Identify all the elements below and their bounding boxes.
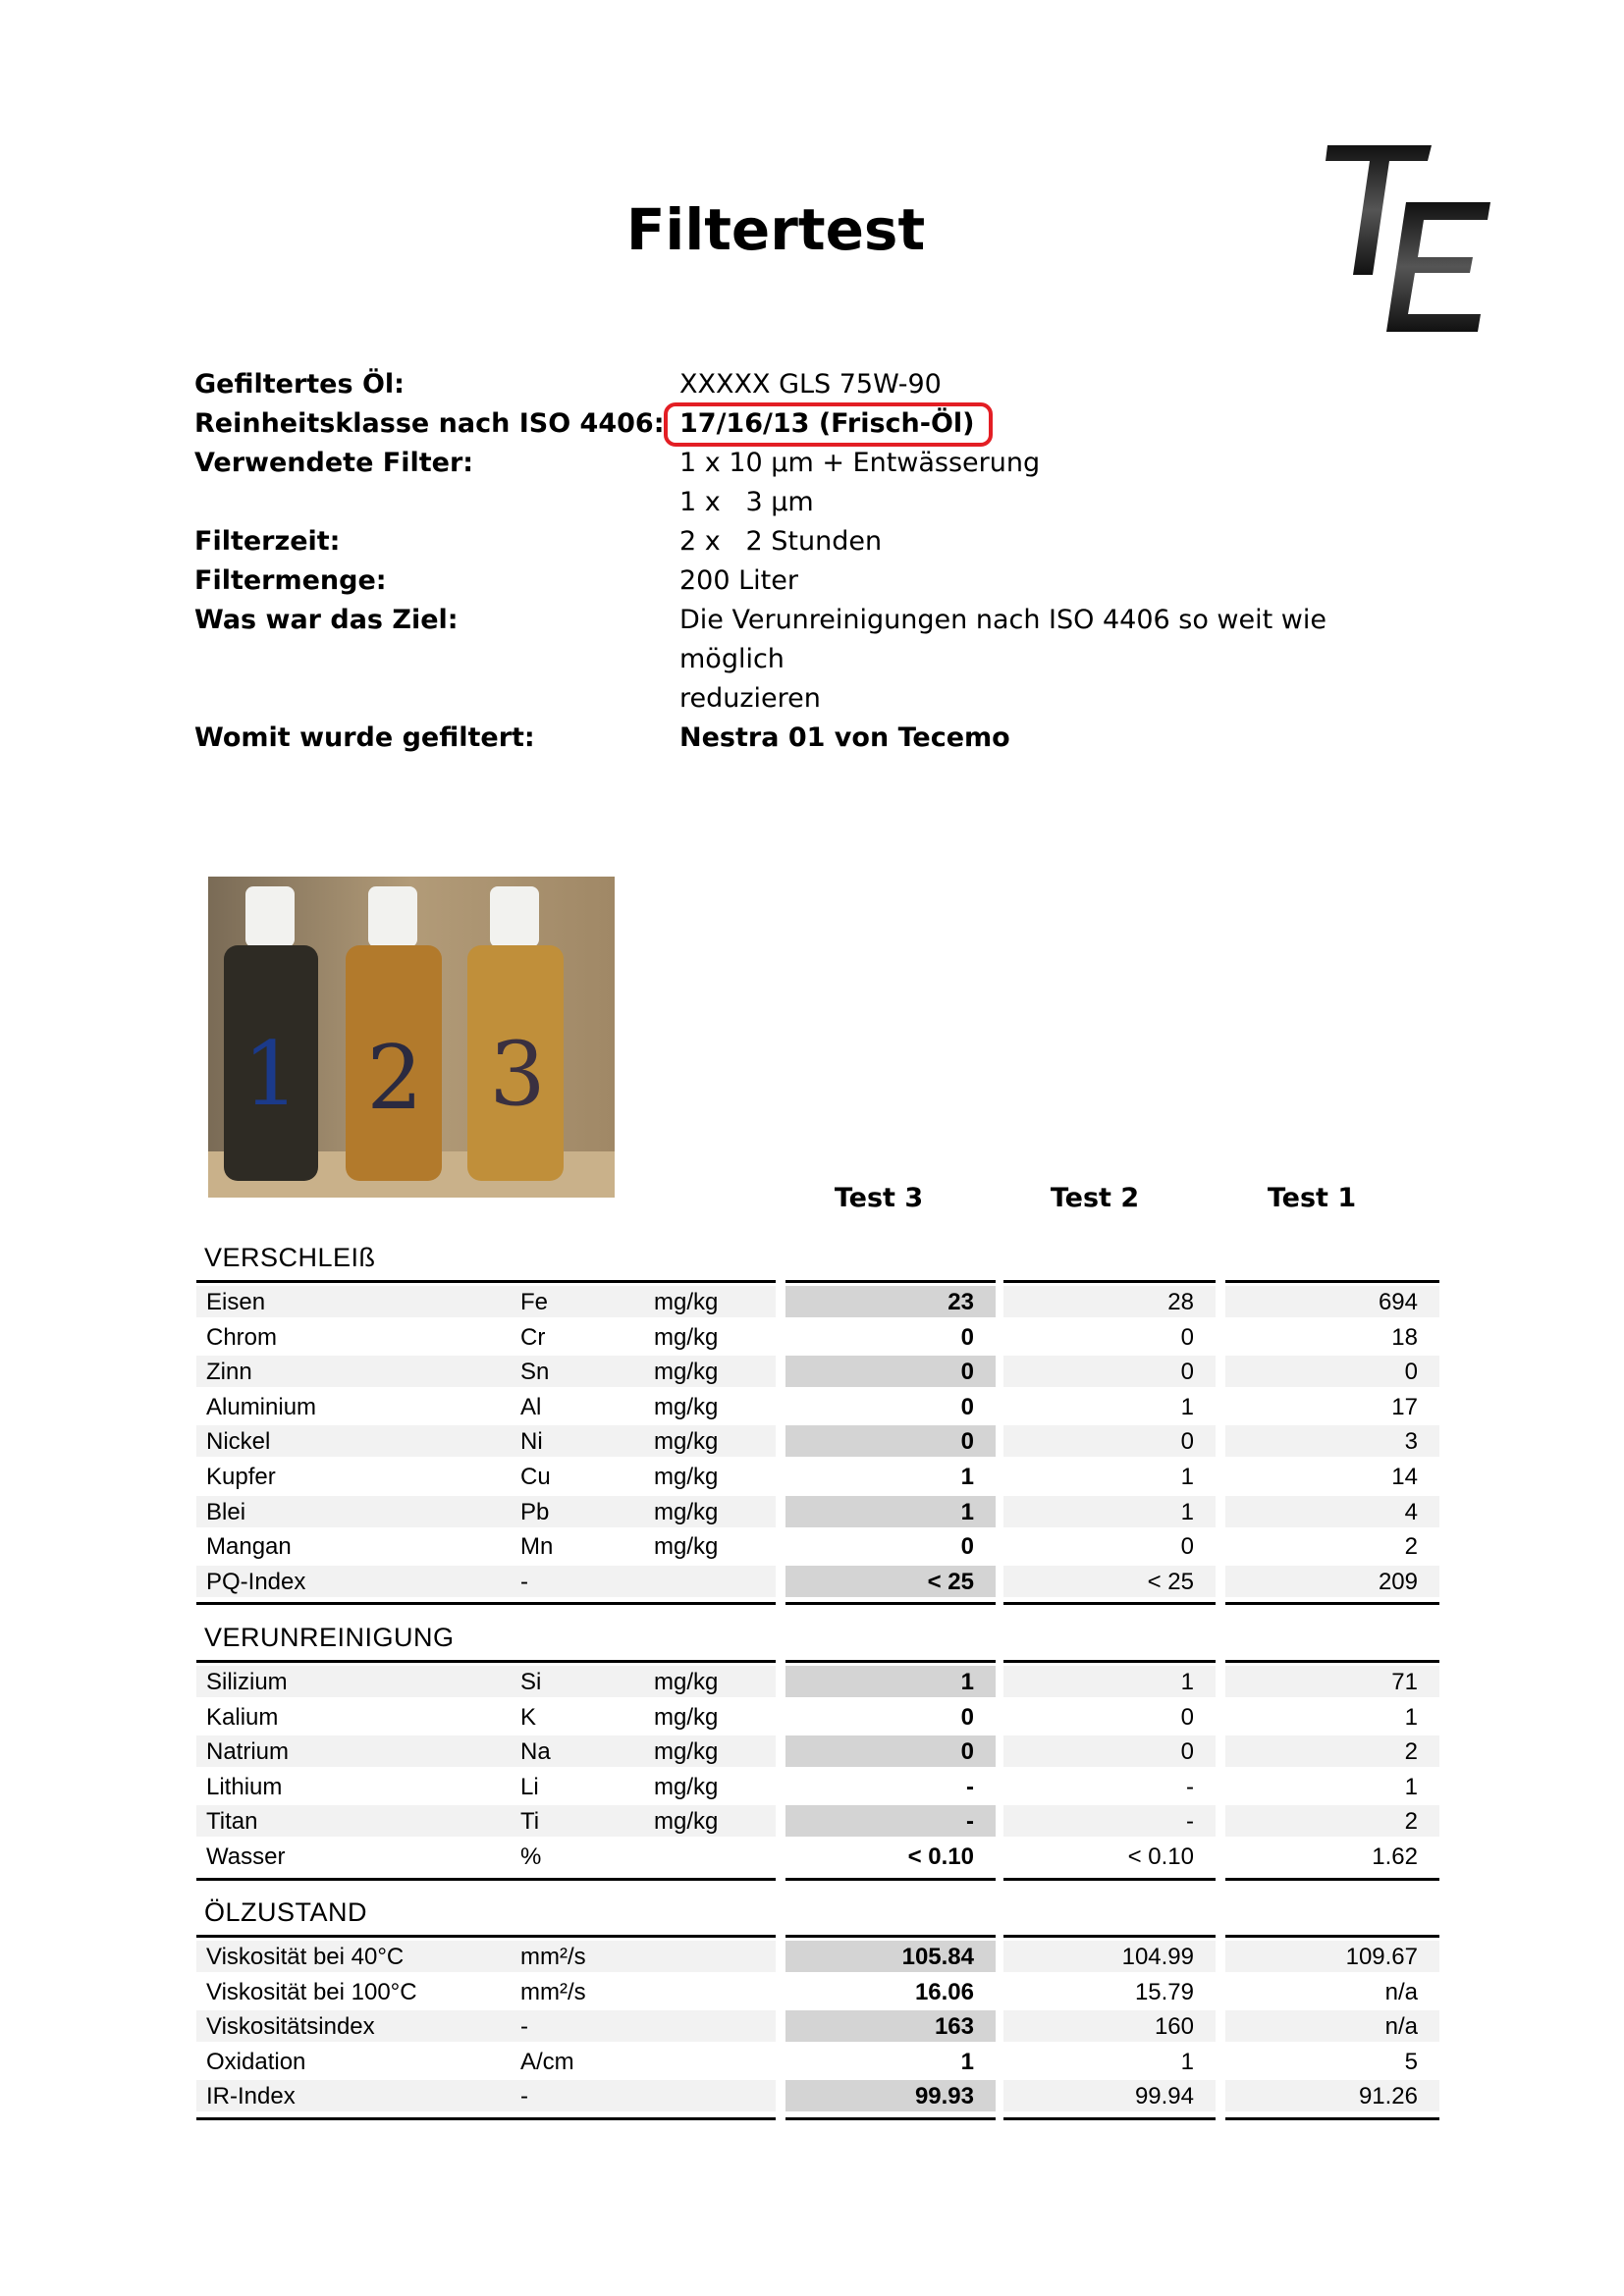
section-rule [1225, 1935, 1439, 1938]
info-label: Womit wurde gefiltert: [194, 722, 535, 753]
cell-sym: - [520, 2083, 528, 2110]
info-label: Gefiltertes Öl: [194, 369, 405, 400]
cell-sym: - [520, 2013, 528, 2041]
section-bottom-rule [1225, 1878, 1439, 1881]
cell-t3: 1 [960, 1498, 974, 1525]
cell-name: Titan [206, 1808, 258, 1836]
cell-t1: 71 [1391, 1669, 1418, 1695]
info-value: Die Verunreinigungen nach ISO 4406 so weit wie möglich [679, 605, 1326, 674]
table-row [196, 1771, 1439, 1806]
section-rule [196, 1280, 776, 1283]
table-row [196, 1566, 1439, 1601]
cell-name: Viskositätsindex [206, 2013, 375, 2041]
section-bottom-rule [1225, 1602, 1439, 1605]
cell-t3: < 25 [927, 1568, 974, 1595]
section-rule [785, 1280, 996, 1283]
cell-t2: 0 [1180, 1738, 1194, 1766]
info-label [194, 679, 679, 719]
cell-unit: mg/kg [654, 1533, 719, 1561]
cell-t3: - [966, 1808, 974, 1836]
cell-t3: 23 [947, 1289, 974, 1315]
cell-t2: 104.99 [1121, 1944, 1194, 1970]
section-rule [1003, 1935, 1216, 1938]
section-title: VERUNREINIGUNG [204, 1623, 455, 1652]
cell-unit: mg/kg [654, 1669, 719, 1695]
cell-t1: 2 [1404, 1808, 1418, 1836]
cell-t2: < 25 [1147, 1568, 1194, 1595]
oil-samples-photo [208, 877, 615, 1198]
section-rule [1003, 1660, 1216, 1663]
info-row [194, 522, 1471, 561]
table-row [196, 2080, 1439, 2115]
section-bottom-rule [1225, 2117, 1439, 2120]
cell-name: Nickel [206, 1428, 271, 1456]
cell-sym: Fe [520, 1289, 549, 1315]
table-row [196, 1321, 1439, 1357]
cell-t3: 0 [960, 1359, 974, 1386]
cell-t1: 109.67 [1345, 1944, 1418, 1970]
cell-t1: 5 [1404, 2048, 1418, 2075]
info-value: XXXXX GLS 75W-90 [679, 369, 942, 400]
cell-t2: < 0.10 [1127, 1843, 1194, 1870]
info-label: Filtermenge: [194, 565, 387, 596]
cell-unit [654, 1566, 772, 1597]
cell-t2: 1 [1180, 1669, 1194, 1695]
cell-t3: 0 [960, 1323, 974, 1351]
info-row [194, 679, 1471, 719]
cell-t1: 1.62 [1372, 1843, 1418, 1870]
info-value: Nestra 01 von Tecemo [679, 722, 1010, 753]
cell-sym: Cr [520, 1323, 546, 1351]
info-row [194, 404, 1471, 444]
cell-sym: Li [520, 1773, 539, 1800]
cell-unit: mg/kg [654, 1703, 719, 1731]
cell-t3: 99.93 [914, 2083, 974, 2110]
cell-t1: 14 [1391, 1464, 1418, 1490]
cell-sym: mm²/s [520, 1978, 586, 2005]
cell-t2: 28 [1167, 1289, 1194, 1315]
cell-sym: - [520, 1568, 528, 1595]
cell-t1: 1 [1404, 1703, 1418, 1731]
info-value: 1 x 3 µm [679, 487, 814, 517]
bottle-label: 3 [489, 1023, 546, 1126]
info-value: 1 x 10 µm + Entwässerung [679, 448, 1041, 478]
cell-t1: n/a [1384, 2013, 1418, 2041]
cell-sym: Al [520, 1393, 542, 1420]
cell-unit [654, 1941, 772, 1972]
bottle-label: 1 [243, 1023, 299, 1126]
cell-sym: Pb [520, 1498, 550, 1525]
cell-sym: Ni [520, 1428, 543, 1456]
cell-t3: 0 [960, 1428, 974, 1456]
cell-unit [654, 2046, 772, 2077]
cell-t2: 1 [1180, 1464, 1194, 1490]
table-row [196, 1461, 1439, 1496]
cell-t1: 91.26 [1358, 2083, 1418, 2110]
cell-t1: 18 [1391, 1323, 1418, 1351]
section-title: VERSCHLEIß [204, 1243, 376, 1272]
info-label: Verwendete Filter: [194, 448, 474, 478]
cell-t3: 105.84 [901, 1944, 974, 1970]
cell-t3: 0 [960, 1738, 974, 1766]
cell-t2: 99.94 [1134, 2083, 1194, 2110]
cell-sym: Na [520, 1738, 551, 1766]
cell-unit: mg/kg [654, 1323, 719, 1351]
cell-sym: K [520, 1703, 537, 1731]
table-row [196, 1286, 1439, 1321]
cell-t2: 0 [1180, 1428, 1194, 1456]
cell-t2: 1 [1180, 1393, 1194, 1420]
section-rule [1225, 1280, 1439, 1283]
section-bottom-rule [196, 2117, 776, 2120]
section-rule [785, 1660, 996, 1663]
table-row [196, 1666, 1439, 1701]
cell-unit [654, 2010, 772, 2042]
table-row [196, 1356, 1439, 1391]
section-rule [1225, 1660, 1439, 1663]
cell-name: Kalium [206, 1703, 279, 1731]
te-logo [1316, 137, 1512, 344]
cell-name: Blei [206, 1498, 246, 1525]
cell-t2: 1 [1180, 1498, 1194, 1525]
info-row [194, 444, 1471, 483]
cell-name: Aluminium [206, 1393, 317, 1420]
cell-unit [654, 2080, 772, 2111]
info-value: 2 x 2 Stunden [679, 526, 883, 557]
cell-t3: 1 [960, 1669, 974, 1695]
table-row [196, 2010, 1439, 2046]
cell-unit: mg/kg [654, 1428, 719, 1456]
cell-name: Kupfer [206, 1464, 276, 1490]
section-rule [1003, 1280, 1216, 1283]
cell-t2: - [1186, 1773, 1194, 1800]
cell-t3: 1 [960, 2048, 974, 2075]
column-header-test3: Test 3 [834, 1183, 924, 1213]
table-row [196, 1425, 1439, 1461]
table-row [196, 1805, 1439, 1841]
info-row [194, 365, 1471, 404]
column-header-test1: Test 1 [1267, 1183, 1357, 1213]
table-row [196, 1941, 1439, 1976]
cell-t2: 160 [1154, 2013, 1194, 2041]
section-rule [196, 1935, 776, 1938]
cell-name: Viskosität bei 100°C [206, 1978, 417, 2005]
table-row [196, 1841, 1439, 1876]
cell-t1: 694 [1378, 1289, 1418, 1315]
cell-sym: Si [520, 1669, 542, 1695]
table-row [196, 1976, 1439, 2011]
info-block [194, 365, 1471, 758]
cell-unit: mg/kg [654, 1498, 719, 1525]
cell-t3: < 0.10 [907, 1843, 974, 1870]
table-row [196, 1496, 1439, 1531]
cell-unit: mg/kg [654, 1773, 719, 1800]
cell-unit: mg/kg [654, 1464, 719, 1490]
info-row [194, 719, 1471, 758]
section-bottom-rule [1003, 1602, 1216, 1605]
table-row [196, 1701, 1439, 1736]
cell-t1: 209 [1378, 1568, 1418, 1595]
cell-t1: 2 [1404, 1738, 1418, 1766]
cell-unit: mg/kg [654, 1393, 719, 1420]
table-row [196, 1530, 1439, 1566]
cell-t1: n/a [1384, 1978, 1418, 2005]
cell-unit [654, 1841, 772, 1872]
cell-t1: 4 [1404, 1498, 1418, 1525]
info-value: reduzieren [679, 683, 821, 714]
cell-t1: 2 [1404, 1533, 1418, 1561]
cell-name: Silizium [206, 1669, 288, 1695]
table-row [196, 1735, 1439, 1771]
cell-sym: Cu [520, 1464, 551, 1490]
cell-name: Chrom [206, 1323, 278, 1351]
cell-t1: 0 [1404, 1359, 1418, 1386]
cell-t3: 0 [960, 1393, 974, 1420]
cell-t2: 0 [1180, 1703, 1194, 1731]
cell-unit: mg/kg [654, 1289, 719, 1315]
cell-t3: 1 [960, 1464, 974, 1490]
cell-t2: - [1186, 1808, 1194, 1836]
page-title: Filtertest [625, 196, 926, 263]
info-row [194, 601, 1471, 679]
cell-t2: 15.79 [1134, 1978, 1194, 2005]
cell-t3: 16.06 [914, 1978, 974, 2005]
cell-unit [654, 1976, 772, 2007]
section-bottom-rule [196, 1602, 776, 1605]
section-bottom-rule [785, 1878, 996, 1881]
cell-t1: 17 [1391, 1393, 1418, 1420]
cell-name: Mangan [206, 1533, 292, 1561]
cell-sym: % [520, 1843, 542, 1870]
cell-name: PQ-Index [206, 1568, 306, 1595]
cell-unit: mg/kg [654, 1808, 719, 1836]
section-bottom-rule [785, 2117, 996, 2120]
info-label: Was war das Ziel: [194, 605, 459, 635]
cell-t3: 0 [960, 1703, 974, 1731]
cell-t3: - [966, 1773, 974, 1800]
info-row [194, 483, 1471, 522]
info-label [194, 483, 679, 522]
cell-sym: Ti [520, 1808, 540, 1836]
table-row [196, 2046, 1439, 2081]
cell-name: Natrium [206, 1738, 290, 1766]
bottle-label: 2 [366, 1027, 423, 1130]
section-rule [785, 1935, 996, 1938]
cell-t1: 1 [1404, 1773, 1418, 1800]
cell-t2: 0 [1180, 1359, 1194, 1386]
section-bottom-rule [785, 1602, 996, 1605]
cell-t2: 0 [1180, 1323, 1194, 1351]
section-rule [196, 1660, 776, 1663]
cell-sym: Sn [520, 1359, 550, 1386]
info-row [194, 561, 1471, 601]
section-bottom-rule [1003, 2117, 1216, 2120]
info-label: Filterzeit: [194, 526, 341, 557]
info-label: Reinheitsklasse nach ISO 4406: [194, 408, 665, 439]
section-bottom-rule [1003, 1878, 1216, 1881]
cell-sym: A/cm [520, 2048, 574, 2075]
cell-name: IR-Index [206, 2083, 296, 2110]
cell-name: Wasser [206, 1843, 286, 1870]
cell-sym: mm²/s [520, 1944, 586, 1970]
cell-unit: mg/kg [654, 1359, 719, 1386]
cell-t1: 3 [1404, 1428, 1418, 1456]
cell-name: Eisen [206, 1289, 266, 1315]
cell-name: Viskosität bei 40°C [206, 1944, 405, 1970]
highlighted-value: 17/16/13 (Frisch-Öl) [664, 402, 993, 447]
cell-name: Oxidation [206, 2048, 306, 2075]
cell-t2: 1 [1180, 2048, 1194, 2075]
section-bottom-rule [196, 1878, 776, 1881]
cell-name: Zinn [206, 1359, 252, 1386]
cell-t2: 0 [1180, 1533, 1194, 1561]
info-value: 200 Liter [679, 565, 798, 596]
cell-sym: Mn [520, 1533, 554, 1561]
section-title: ÖLZUSTAND [204, 1897, 368, 1927]
cell-name: Lithium [206, 1773, 283, 1800]
column-header-test2: Test 2 [1050, 1183, 1140, 1213]
table-row [196, 1391, 1439, 1426]
cell-t3: 163 [934, 2013, 974, 2041]
cell-t3: 0 [960, 1533, 974, 1561]
cell-unit: mg/kg [654, 1738, 719, 1766]
